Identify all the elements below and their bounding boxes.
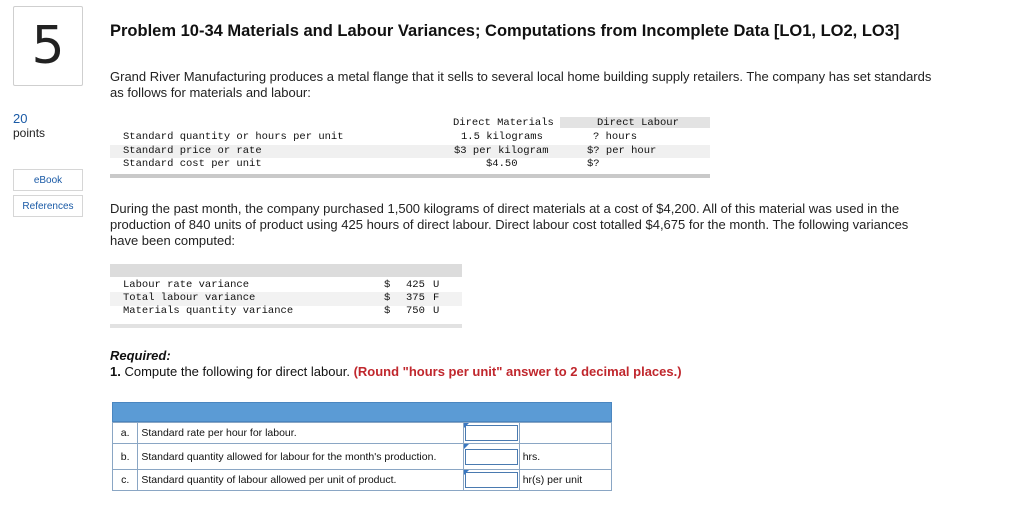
header-direct-labour: Direct Labour [597, 117, 679, 129]
std-labour-value: $? per hour [587, 145, 657, 157]
std-row-label: Standard cost per unit [123, 158, 262, 170]
std-materials-value: 1.5 kilograms [461, 131, 543, 143]
variances-table [110, 264, 462, 328]
variance-amount: 375 [406, 292, 425, 304]
answer-input-cell[interactable] [463, 423, 519, 444]
variance-currency: $ [384, 279, 391, 291]
variance-label: Labour rate variance [123, 279, 250, 291]
variance-currency: $ [384, 305, 391, 317]
past-month-paragraph: During the past month, the company purchased 1,500 kilograms of direct materials at a cost of $4,200. All of this material was used in the production of 840 units of product using 425 hours of direct labour. Direct labour cost totalled $4,675 for the month. The following variances have been computed: [110, 201, 909, 248]
input-marker-icon [464, 444, 469, 449]
variance-label: Materials quantity variance [123, 305, 294, 317]
required-item-number: 1. [110, 364, 121, 379]
variance-amount: 750 [406, 305, 425, 317]
variance-type: U [433, 305, 440, 317]
answer-input-cell[interactable] [463, 444, 519, 470]
answer-row-c [113, 470, 612, 491]
points-indicator [13, 112, 45, 140]
references-button[interactable]: References [13, 195, 83, 217]
row-description: Standard quantity of labour allowed per unit of product. [138, 470, 464, 491]
header-direct-materials: Direct Materials [453, 117, 554, 129]
intro-paragraph: Grand River Manufacturing produces a metal flange that it sells to several local home building supply retailers. The company has set standards as follows for materials and labour: [110, 69, 932, 100]
answer-row-b [113, 444, 612, 470]
ebook-button[interactable]: eBook [13, 169, 83, 191]
question-number-box [13, 6, 83, 86]
row-description: Standard rate per hour for labour. [138, 423, 464, 444]
standard-rate-input[interactable] [465, 425, 518, 441]
std-row-label: Standard quantity or hours per unit [123, 131, 344, 143]
points-label: points [13, 126, 46, 140]
required-item-text: Compute the following for direct labour. [124, 364, 350, 379]
std-labour-value: ? hours [593, 131, 638, 143]
std-labour-value: $? [587, 158, 600, 170]
row-letter: b. [113, 444, 138, 470]
std-row-label: Standard price or rate [123, 145, 262, 157]
row-description: Standard quantity allowed for labour for the month's production. [138, 444, 464, 470]
input-marker-icon [464, 423, 469, 428]
std-materials-value: $3 per kilogram [454, 145, 549, 157]
variance-type: U [433, 279, 440, 291]
answer-table-header [112, 402, 612, 422]
required-heading: Required: [110, 348, 171, 363]
row-unit: hrs. [519, 444, 611, 470]
answer-table [112, 402, 612, 491]
variance-currency: $ [384, 292, 391, 304]
input-marker-icon [464, 470, 469, 475]
row-letter: c. [113, 470, 138, 491]
variance-amount: 425 [406, 279, 425, 291]
answer-row-a [113, 423, 612, 444]
std-materials-value: $4.50 [486, 158, 518, 170]
variance-label: Total labour variance [123, 292, 256, 304]
standard-quantity-input[interactable] [465, 449, 518, 465]
required-item-1 [110, 364, 682, 379]
answer-input-cell[interactable] [463, 470, 519, 491]
row-unit [519, 423, 611, 444]
rounding-hint: (Round "hours per unit" answer to 2 decimal places.) [353, 364, 682, 379]
points-value: 20 [13, 111, 28, 126]
variance-type: F [433, 292, 440, 304]
row-letter: a. [113, 423, 138, 444]
row-unit: hr(s) per unit [519, 470, 611, 491]
standards-table [110, 114, 710, 180]
problem-title: Problem 10-34 Materials and Labour Variances; Computations from Incomplete Data [LO1, LO2, LO3] [110, 22, 900, 40]
question-number: 5 [31, 16, 65, 76]
hours-per-unit-input[interactable] [465, 472, 518, 488]
